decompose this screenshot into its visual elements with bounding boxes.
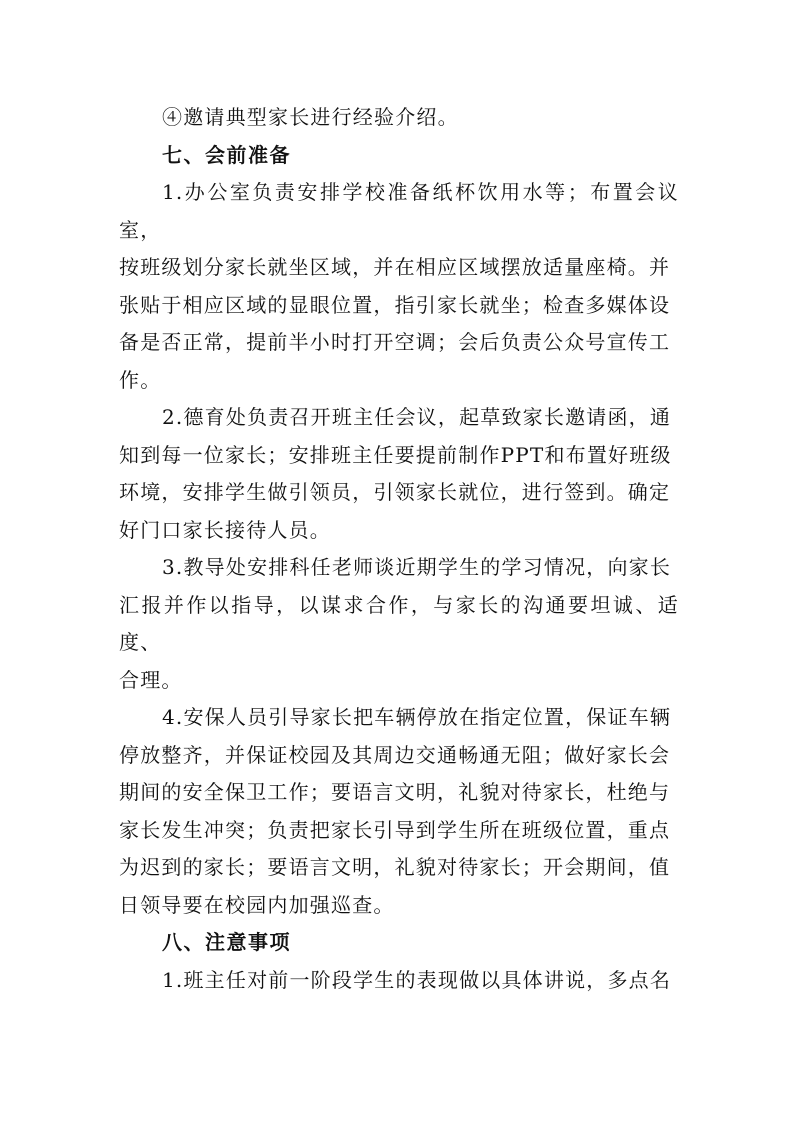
text-line: 张贴于相应区域的显眼位置，指引家长就坐；检查多媒体设 (119, 292, 671, 317)
text-line: 4.安保人员引导家长把车辆停放在指定位置，保证车辆 (162, 705, 672, 729)
paragraph-moral-education-duties (119, 399, 679, 549)
text-line: 汇报并作以指导，以谋求合作，与家长的沟通要坦诚、适度、 (119, 592, 679, 654)
text-line: 好门口家长接待人员。 (119, 517, 331, 542)
text-line: 为迟到的家长；要语言文明，礼貌对待家长；开会期间，值 (119, 855, 671, 879)
text-line: 环境，安排学生做引领员，引领家长就位，进行签到。确定 (119, 480, 671, 504)
heading-text: 七、会前准备 (162, 142, 291, 167)
paragraph-head-teacher-notes (119, 962, 679, 1000)
paragraph-security-duties (119, 699, 679, 924)
text-line: 停放整齐，并保证校园及其周边交通畅通无阻；做好家长会 (119, 742, 671, 767)
text-line: 知到每一位家长；安排班主任要提前制作PPT和布置好班级 (119, 442, 672, 467)
document-page (119, 99, 679, 999)
text-line: 2.德育处负责召开班主任会议，起草致家长邀请函，通 (162, 405, 672, 429)
text-line: 作。 (119, 367, 162, 392)
text-line: 备是否正常，提前半小时打开空调；会后负责公众号宣传工 (119, 330, 671, 354)
text-line: 合理。 (119, 667, 183, 692)
text-line: 3.教导处安排科任老师谈近期学生的学习情况，向家长 (162, 555, 672, 579)
text-line: 1.班主任对前一阶段学生的表现做以具体讲说，多点名 (162, 967, 672, 992)
paragraph-invite-parents (119, 99, 679, 137)
text-line: 家长发生冲突；负责把家长引导到学生所在班级位置，重点 (119, 817, 671, 842)
text-line: 1.办公室负责安排学校准备纸杯饮用水等；布置会议室， (119, 180, 679, 242)
section-heading-notes (119, 924, 679, 962)
paragraph-office-duties (119, 174, 679, 399)
text-line: 期间的安全保卫工作；要语言文明，礼貌对待家长，杜绝与 (119, 780, 671, 804)
heading-text: 八、注意事项 (162, 930, 291, 954)
text-line: ④邀请典型家长进行经验介绍。 (162, 105, 459, 129)
paragraph-academic-affairs-duties (119, 549, 679, 699)
text-line: 日领导要在校园内加强巡查。 (119, 892, 395, 917)
section-heading-pre-meeting (119, 137, 679, 175)
text-line: 按班级划分家长就坐区域，并在相应区域摆放适量座椅。并 (119, 255, 671, 279)
